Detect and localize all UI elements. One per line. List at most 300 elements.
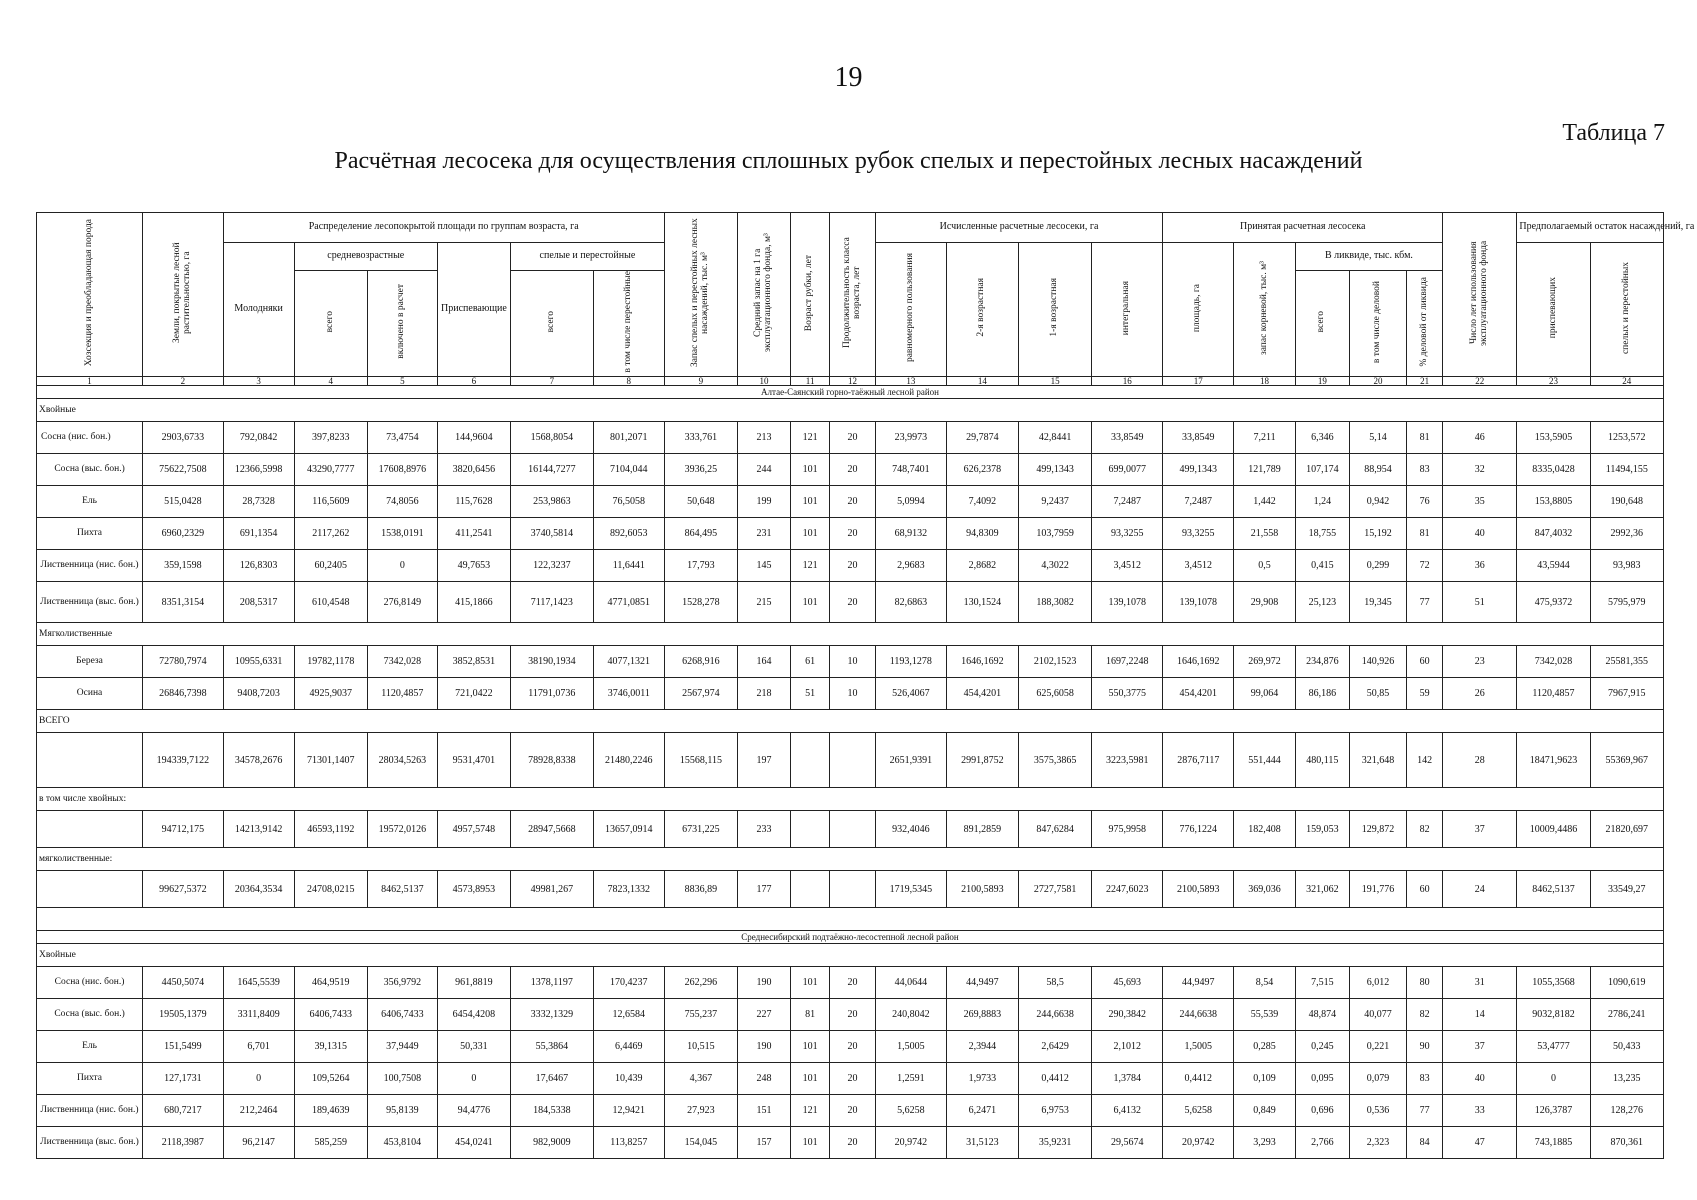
table-row [37,486,1664,518]
table-cell: 6268,916 [664,646,737,678]
table-cell: 1,442 [1234,486,1296,518]
table-cell: 1,24 [1295,486,1349,518]
table-cell: 3820,6456 [437,454,510,486]
table-cell [791,811,830,848]
table-cell: 626,2378 [946,454,1018,486]
header-c15: 1-я возрастная [1018,243,1091,377]
table-cell: 101 [791,518,830,550]
table-cell: 142 [1407,733,1443,788]
table-cell: 43,5944 [1517,550,1590,582]
header-mature-total: всего [511,271,594,377]
table-cell: 2117,262 [294,518,367,550]
table-cell: 101 [791,1127,830,1159]
table-cell: 4771,0851 [593,582,664,623]
table-cell: 40,077 [1349,999,1406,1031]
table-cell: 113,8257 [593,1127,664,1159]
table-cell: 43290,7777 [294,454,367,486]
table-cell: 369,036 [1234,871,1296,908]
table-cell: 101 [791,1031,830,1063]
table-cell: 6,4132 [1092,1095,1163,1127]
table-cell: 20 [830,1031,876,1063]
table-cell: 7,2487 [1163,486,1234,518]
header-c14: 2-я возрастная [946,243,1018,377]
table-cell: 847,4032 [1517,518,1590,550]
table-cell: 213 [737,422,790,454]
table-cell: 20 [830,486,876,518]
table-cell: 699,0077 [1092,454,1163,486]
table-cell: 126,8303 [223,550,294,582]
page-number: 19 [834,62,863,93]
table-cell: 870,361 [1590,1127,1663,1159]
table-cell: 78928,8338 [511,733,594,788]
row-label: Сосна (выс. бон.) [37,999,143,1031]
row-label: Осина [37,678,143,710]
table-cell: 454,4201 [946,678,1018,710]
table-cell: 892,6053 [593,518,664,550]
table-cell: 14 [1443,999,1517,1031]
table-cell: 1646,1692 [1163,646,1234,678]
table-cell: 625,6058 [1018,678,1091,710]
table-cell: 26846,7398 [143,678,224,710]
table-row [37,1095,1664,1127]
table-cell: 20 [830,550,876,582]
table-cell: 177 [737,871,790,908]
table-cell: 8351,3154 [143,582,224,623]
table-cell: 10,439 [593,1063,664,1095]
table-cell: 2651,9391 [875,733,946,788]
table-cell: 2,323 [1349,1127,1406,1159]
header-remain-group: Предполагаемый остаток насаждений, га [1517,213,1664,243]
table-cell: 71301,1407 [294,733,367,788]
table-row [37,967,1664,999]
table-cell: 37 [1443,811,1517,848]
table-cell: 244 [737,454,790,486]
table-cell: 0,4412 [1018,1063,1091,1095]
table-cell: 84 [1407,1127,1443,1159]
table-cell: 94712,175 [143,811,224,848]
table-cell: 8335,0428 [1517,454,1590,486]
table-row [37,1127,1664,1159]
table-cell: 28 [1443,733,1517,788]
table-cell: 415,1866 [437,582,510,623]
table-cell: 80 [1407,967,1443,999]
table-cell: 13657,0914 [593,811,664,848]
table-cell: 454,0241 [437,1127,510,1159]
table-cell: 0,245 [1295,1031,1349,1063]
table-cell: 0,109 [1234,1063,1296,1095]
table-cell: 0,696 [1295,1095,1349,1127]
table-cell: 982,9009 [511,1127,594,1159]
table-cell: 25581,355 [1590,646,1663,678]
table-cell: 218 [737,678,790,710]
table-cell: 28034,5263 [367,733,437,788]
table-cell: 6406,7433 [367,999,437,1031]
table-cell: 190 [737,1031,790,1063]
table-cell: 103,7959 [1018,518,1091,550]
header-col1: Хозсекция и преобладающая порода [37,213,143,377]
column-number: 23 [1517,377,1590,386]
table-cell: 32 [1443,454,1517,486]
table-cell: 3332,1329 [511,999,594,1031]
table-cell: 14213,9142 [223,811,294,848]
table-cell: 58,5 [1018,967,1091,999]
column-number: 24 [1590,377,1663,386]
table-cell: 83 [1407,454,1443,486]
header-col22: Число лет использования эксплуатационного фонда [1443,213,1517,377]
table-cell: 44,9497 [946,967,1018,999]
row-label: Береза [37,646,143,678]
table-cell: 12366,5998 [223,454,294,486]
header-c18: запас корневой, тыс. м³ [1234,243,1296,377]
table-cell: 248 [737,1063,790,1095]
table-cell: 321,648 [1349,733,1406,788]
table-cell: 190 [737,967,790,999]
table-cell: 499,1343 [1163,454,1234,486]
table-cell: 610,4548 [294,582,367,623]
table-cell: 1055,3568 [1517,967,1590,999]
table-cell: 46593,1192 [294,811,367,848]
row-label: Лиственница (выс. бон.) [37,1127,143,1159]
header-young: Молодняки [223,243,294,377]
header-col10: Средний запас на 1 га эксплуатационного фонда, м³ [737,213,790,377]
table-cell: 130,1524 [946,582,1018,623]
table-cell: 6731,225 [664,811,737,848]
table-cell: 153,8805 [1517,486,1590,518]
table-cell: 116,5609 [294,486,367,518]
table-cell: 3740,5814 [511,518,594,550]
table-cell: 1,3784 [1092,1063,1163,1095]
table-cell: 6406,7433 [294,999,367,1031]
table-cell: 2727,7581 [1018,871,1091,908]
table-cell: 40 [1443,1063,1517,1095]
table-cell: 93,3255 [1163,518,1234,550]
table-cell: 7,2487 [1092,486,1163,518]
table-cell: 0,5 [1234,550,1296,582]
table-cell: 139,1078 [1163,582,1234,623]
table-cell: 231 [737,518,790,550]
table-cell: 454,4201 [1163,678,1234,710]
table-cell: 49981,267 [511,871,594,908]
header-col11: Возраст рубки, лет [791,213,830,377]
table-cell: 961,8819 [437,967,510,999]
table-cell: 101 [791,967,830,999]
header-liquid-group: В ликвиде, тыс. кбм. [1295,243,1442,271]
table-cell: 515,0428 [143,486,224,518]
table-cell: 34578,2676 [223,733,294,788]
table-cell: 96,2147 [223,1127,294,1159]
table-cell: 153,5905 [1517,422,1590,454]
table-cell: 23,9973 [875,422,946,454]
table-cell: 21,558 [1234,518,1296,550]
table-cell: 1120,4857 [1517,678,1590,710]
table-row [37,454,1664,486]
table-cell: 191,776 [1349,871,1406,908]
table-cell: 121 [791,1095,830,1127]
table-cell: 6,9753 [1018,1095,1091,1127]
table-cell: 101 [791,582,830,623]
table-cell: 721,0422 [437,678,510,710]
table-cell: 480,115 [1295,733,1349,788]
table-cell: 4573,8953 [437,871,510,908]
table-cell: 182,408 [1234,811,1296,848]
table-cell: 19572,0126 [367,811,437,848]
table-cell: 94,4776 [437,1095,510,1127]
table-cell: 215 [737,582,790,623]
table-cell: 3,293 [1234,1127,1296,1159]
table-cell: 2991,8752 [946,733,1018,788]
table-cell: 2,6429 [1018,1031,1091,1063]
column-number: 1 [37,377,143,386]
group-label: мягколиственные: [37,848,1664,871]
table-cell: 10955,6331 [223,646,294,678]
table-cell: 100,7508 [367,1063,437,1095]
table-cell: 145 [737,550,790,582]
document-title: Расчётная лесосека для осуществления сплошных рубок спелых и перестойных лесных насаждений [334,148,1363,174]
cutting-area-table [36,212,1695,1159]
table-cell: 776,1224 [1163,811,1234,848]
table-cell: 82 [1407,999,1443,1031]
table-cell: 0 [437,1063,510,1095]
region-header: Среднесибирский подтаёжно-лесостепной лесной район [37,931,1664,944]
table-cell: 37 [1443,1031,1517,1063]
table-cell: 2247,6023 [1092,871,1163,908]
table-cell: 3575,3865 [1018,733,1091,788]
table-cell: 12,6584 [593,999,664,1031]
column-number: 9 [664,377,737,386]
table-cell: 11,6441 [593,550,664,582]
table-cell: 20,9742 [1163,1127,1234,1159]
header-c24: спелых и перестойных [1590,243,1663,377]
table-cell [830,871,876,908]
header-maturing: Приспевающие [437,243,510,377]
table-cell: 2786,241 [1590,999,1663,1031]
table-cell: 6,2471 [946,1095,1018,1127]
table-cell: 88,954 [1349,454,1406,486]
table-cell: 1646,1692 [946,646,1018,678]
table-cell: 39,1315 [294,1031,367,1063]
table-cell: 26 [1443,678,1517,710]
table-cell: 36 [1443,550,1517,582]
table-cell: 35 [1443,486,1517,518]
table-cell: 2100,5893 [946,871,1018,908]
table-cell: 82 [1407,811,1443,848]
row-label: Ель [37,1031,143,1063]
table-cell: 6,701 [223,1031,294,1063]
table-cell: 1719,5345 [875,871,946,908]
table-cell: 0,942 [1349,486,1406,518]
table-cell: 27,923 [664,1095,737,1127]
table-cell: 90 [1407,1031,1443,1063]
table-cell: 20364,3534 [223,871,294,908]
table-cell: 29,7874 [946,422,1018,454]
table-cell: 0,095 [1295,1063,1349,1095]
table-cell: 44,9497 [1163,967,1234,999]
column-number: 14 [946,377,1018,386]
table-cell: 3746,0011 [593,678,664,710]
table-cell: 2876,7117 [1163,733,1234,788]
table-cell: 1697,2248 [1092,646,1163,678]
table-cell: 240,8042 [875,999,946,1031]
table-cell: 170,4237 [593,967,664,999]
table-cell: 18471,9623 [1517,733,1590,788]
table-cell: 154,045 [664,1127,737,1159]
table-cell: 76 [1407,486,1443,518]
column-number: 17 [1163,377,1234,386]
table-cell: 755,237 [664,999,737,1031]
table-cell: 11494,155 [1590,454,1663,486]
column-number: 12 [830,377,876,386]
table-cell: 6,4469 [593,1031,664,1063]
table-cell: 28947,5668 [511,811,594,848]
table-cell: 208,5317 [223,582,294,623]
table-cell: 37,9449 [367,1031,437,1063]
table-cell: 359,1598 [143,550,224,582]
table-cell: 1568,8054 [511,422,594,454]
region-header: Алтае-Саянский горно-таёжный лесной район [37,386,1664,399]
table-cell: 139,1078 [1092,582,1163,623]
table-cell: 13,235 [1590,1063,1663,1095]
table-cell: 5,6258 [875,1095,946,1127]
table-cell: 121 [791,422,830,454]
table-cell: 51 [1443,582,1517,623]
table-cell: 4,3022 [1018,550,1091,582]
header-col2: Земли, покрытые лесной растительностью, га [143,213,224,377]
table-cell: 6454,4208 [437,999,510,1031]
table-cell: 2118,3987 [143,1127,224,1159]
table-cell: 61 [791,646,830,678]
header-c21: % деловой от ликвида [1407,271,1443,377]
table-cell: 40 [1443,518,1517,550]
table-cell: 1538,0191 [367,518,437,550]
table-cell: 20 [830,582,876,623]
table-cell: 47 [1443,1127,1517,1159]
table-cell: 975,9958 [1092,811,1163,848]
table-cell: 333,761 [664,422,737,454]
table-cell: 31 [1443,967,1517,999]
table-cell: 1,5005 [875,1031,946,1063]
table-cell: 9,2437 [1018,486,1091,518]
table-row [37,422,1664,454]
table-cell: 0,4412 [1163,1063,1234,1095]
table-cell: 7342,028 [1517,646,1590,678]
row-label: Сосна (нис. бон.) [37,967,143,999]
column-number: 16 [1092,377,1163,386]
table-cell: 0,285 [1234,1031,1296,1063]
table-cell: 99627,5372 [143,871,224,908]
table-cell: 8,54 [1234,967,1296,999]
table-cell: 24708,0215 [294,871,367,908]
table-cell: 49,7653 [437,550,510,582]
table-cell: 151 [737,1095,790,1127]
table-cell: 4,367 [664,1063,737,1095]
table-cell: 20 [830,422,876,454]
table-row [37,582,1664,623]
table-cell: 244,6638 [1018,999,1091,1031]
table-cell: 140,926 [1349,646,1406,678]
table-cell: 20,9742 [875,1127,946,1159]
table-cell: 42,8441 [1018,422,1091,454]
row-label: Лиственница (нис. бон.) [37,550,143,582]
table-cell: 95,8139 [367,1095,437,1127]
table-cell: 397,8233 [294,422,367,454]
table-cell: 691,1354 [223,518,294,550]
header-c19: всего [1295,271,1349,377]
table-cell: 9408,7203 [223,678,294,710]
row-label: Сосна (выс. бон.) [37,454,143,486]
column-number: 19 [1295,377,1349,386]
table-cell: 48,874 [1295,999,1349,1031]
header-distribution-group: Распределение лесопокрытой площади по группам возраста, га [223,213,664,243]
table-cell: 107,174 [1295,454,1349,486]
table-cell: 792,0842 [223,422,294,454]
table-cell: 164 [737,646,790,678]
table-cell: 321,062 [1295,871,1349,908]
table-cell: 60 [1407,646,1443,678]
table-cell: 199 [737,486,790,518]
table-cell: 3,4512 [1163,550,1234,582]
table-cell: 144,9604 [437,422,510,454]
header-c16: интегральная [1092,243,1163,377]
table-label: Таблица 7 [1562,120,1665,146]
table-cell: 18,755 [1295,518,1349,550]
table-cell: 2,9683 [875,550,946,582]
table-cell: 7823,1332 [593,871,664,908]
table-cell: 23 [1443,646,1517,678]
table-row [37,550,1664,582]
table-cell: 93,983 [1590,550,1663,582]
row-label [37,811,143,848]
table-cell: 3223,5981 [1092,733,1163,788]
table-cell: 190,648 [1590,486,1663,518]
table-cell: 60 [1407,871,1443,908]
header-accepted-group: Принятая расчетная лесосека [1163,213,1443,243]
table-row-subtotal [37,811,1664,848]
column-number: 7 [511,377,594,386]
table-cell: 1253,572 [1590,422,1663,454]
table-cell: 8462,5137 [367,871,437,908]
table-cell: 68,9132 [875,518,946,550]
table-cell: 128,276 [1590,1095,1663,1127]
table-cell: 2102,1523 [1018,646,1091,678]
table-cell: 55,539 [1234,999,1296,1031]
column-number: 13 [875,377,946,386]
table-cell: 526,4067 [875,678,946,710]
table-cell: 2,766 [1295,1127,1349,1159]
table-cell: 2,8682 [946,550,1018,582]
table-cell: 499,1343 [1018,454,1091,486]
table-cell: 551,444 [1234,733,1296,788]
table-cell: 60,2405 [294,550,367,582]
table-cell: 262,296 [664,967,737,999]
table-cell: 411,2541 [437,518,510,550]
table-cell: 73,4754 [367,422,437,454]
table-cell: 21480,2246 [593,733,664,788]
table-row [37,678,1664,710]
table-cell: 38190,1934 [511,646,594,678]
header-c17: площадь, га [1163,243,1234,377]
table-cell: 33,8549 [1092,422,1163,454]
table-cell: 157 [737,1127,790,1159]
table-cell: 2903,6733 [143,422,224,454]
table-cell: 3311,8409 [223,999,294,1031]
header-col12: Продолжительность класса возраста, лет [830,213,876,377]
table-cell: 11791,0736 [511,678,594,710]
table-cell: 20 [830,1063,876,1095]
table-cell: 77 [1407,582,1443,623]
table-cell: 1,2591 [875,1063,946,1095]
table-cell: 8836,89 [664,871,737,908]
header-calc-group: Исчисленные расчетные лесосеки, га [875,213,1162,243]
